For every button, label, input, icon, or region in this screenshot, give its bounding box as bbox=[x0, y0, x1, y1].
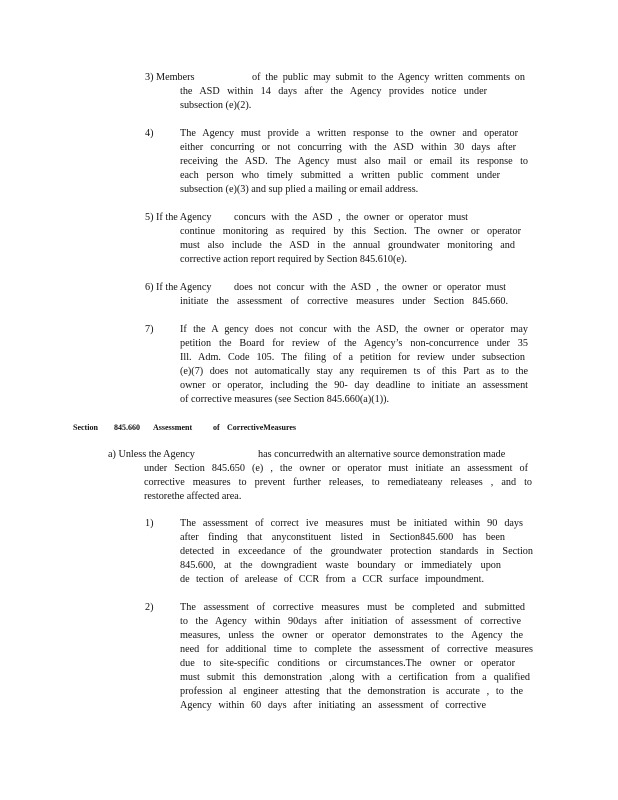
item-7-line-2: petition the Board for review of the Agency’s non-concurrence under 35 bbox=[180, 338, 528, 349]
item-a1-line-1: The assessment of correct ive measures must be initiated within 90 days bbox=[180, 518, 523, 529]
item-3-line-2: the ASD within 14 days after the Agency provides notice under bbox=[180, 86, 487, 97]
item-4-line-3: receiving the ASD. The Agency must also mail or email its response to bbox=[180, 156, 528, 167]
item-7-line-1: If the A gency does not concur with the ASD, the owner or operator may bbox=[180, 324, 528, 335]
item-5-marker: 5) If the Agency bbox=[145, 212, 212, 223]
item-7-line-5: owner or operator, including the 90- day deadline to initiate an assessment bbox=[180, 380, 528, 391]
item-a2-line-1: The assessment of corrective measures must be completed and submitted bbox=[180, 602, 525, 613]
paragraph-item-a bbox=[108, 448, 534, 504]
item-7-line-4: (e)(7) does not automatically stay any requiremen ts of this Part as to the bbox=[180, 366, 528, 377]
item-3-line-3: subsection (e)(2). bbox=[180, 100, 252, 111]
paragraph-item-4 bbox=[145, 127, 528, 197]
item-a1-line-3: detected in exceedance of the groundwater protection standards in Section bbox=[180, 546, 533, 557]
paragraph-item-7 bbox=[145, 323, 528, 407]
item-a1-line-4: 845.600, at the downgradient waste boundary or immediately upon bbox=[180, 560, 501, 571]
item-3-marker: 3) Members bbox=[145, 72, 195, 83]
item-a2-line-2: to the Agency within 90days after initiation of assessment of corrective bbox=[180, 616, 521, 627]
section-heading-title-part-2: of bbox=[213, 423, 220, 432]
section-heading-title-part-3: CorrectiveMeasures bbox=[227, 423, 297, 432]
item-4-line-4: each person who timely submitted a written public comment under bbox=[180, 170, 500, 181]
paragraph-item-a1 bbox=[145, 517, 533, 587]
paragraph-item-a2 bbox=[145, 601, 533, 713]
item-a1-line-2: after finding that anyconstituent listed in Section845.600 has been bbox=[180, 532, 505, 543]
section-heading-title-part-1: Assessment bbox=[153, 423, 193, 432]
paragraph-item-5 bbox=[145, 211, 525, 267]
item-a2-marker: 2) bbox=[145, 602, 154, 613]
item-5-line-3: must also include the ASD in the annual groundwater monitoring and bbox=[180, 240, 515, 251]
item-a-marker: a) Unless the Agency bbox=[108, 449, 195, 460]
item-a1-line-5: de tection of arelease of CCR from a CCR surface impoundment. bbox=[180, 574, 484, 585]
section-heading-number: 845.660 bbox=[114, 423, 140, 432]
item-5-line-2: continue monitoring as required by this Section. The owner or operator bbox=[180, 226, 521, 237]
item-7-marker: 7) bbox=[145, 324, 154, 335]
item-a2-line-3: measures, unless the owner or operator demonstrates to the Agency the bbox=[180, 630, 523, 641]
item-6-line-1: does not concur with the ASD , the owner or operator must bbox=[234, 282, 506, 293]
item-4-line-5: subsection (e)(3) and sup plied a mailing or email address. bbox=[180, 184, 419, 195]
paragraph-item-3 bbox=[145, 71, 525, 113]
item-7-line-6: of corrective measures (see Section 845.660(a)(1)). bbox=[180, 394, 390, 405]
item-a2-line-8: Agency within 60 days after initiating an assessment of corrective bbox=[180, 700, 486, 711]
item-4-marker: 4) bbox=[145, 128, 154, 139]
item-a1-marker: 1) bbox=[145, 518, 154, 529]
item-a2-line-6: must submit this demonstration ,along with a certification from a qualified bbox=[180, 672, 530, 683]
item-3-line-1: of the public may submit to the Agency written comments on bbox=[252, 72, 525, 83]
item-4-line-1: The Agency must provide a written response to the owner and operator bbox=[180, 128, 518, 139]
section-heading-label: Section bbox=[73, 423, 98, 432]
item-5-line-4: corrective action report required by Section 845.610(e). bbox=[180, 254, 407, 265]
item-a2-line-7: profession al engineer attesting that the demonstration is accurate , to the bbox=[180, 686, 523, 697]
item-a2-line-4: need for additional time to complete the assessment of corrective measures bbox=[180, 644, 533, 655]
item-a-line-4: restorethe affected area. bbox=[144, 491, 242, 502]
item-7-line-3: Ill. Adm. Code 105. The filing of a petition for review under subsection bbox=[180, 352, 525, 363]
paragraph-item-6 bbox=[145, 281, 525, 309]
item-a-line-2: under Section 845.650 (e) , the owner or operator must initiate an assessment of bbox=[144, 463, 528, 474]
item-4-line-2: either concurring or not concurring with the ASD within 30 days after bbox=[180, 142, 516, 153]
item-a2-line-5: due to site-specific conditions or circumstances.The owner or operator bbox=[180, 658, 515, 669]
item-6-marker: 6) If the Agency bbox=[145, 282, 212, 293]
item-6-line-2: initiate the assessment of corrective measures under Section 845.660. bbox=[180, 296, 508, 307]
item-5-line-1: concurs with the ASD , the owner or operator must bbox=[234, 212, 468, 223]
item-a-line-3: corrective measures to prevent further releases, to remediateany releases , and to bbox=[144, 477, 532, 488]
item-a-line-1: has concurredwith an alternative source demonstration made bbox=[258, 449, 506, 460]
